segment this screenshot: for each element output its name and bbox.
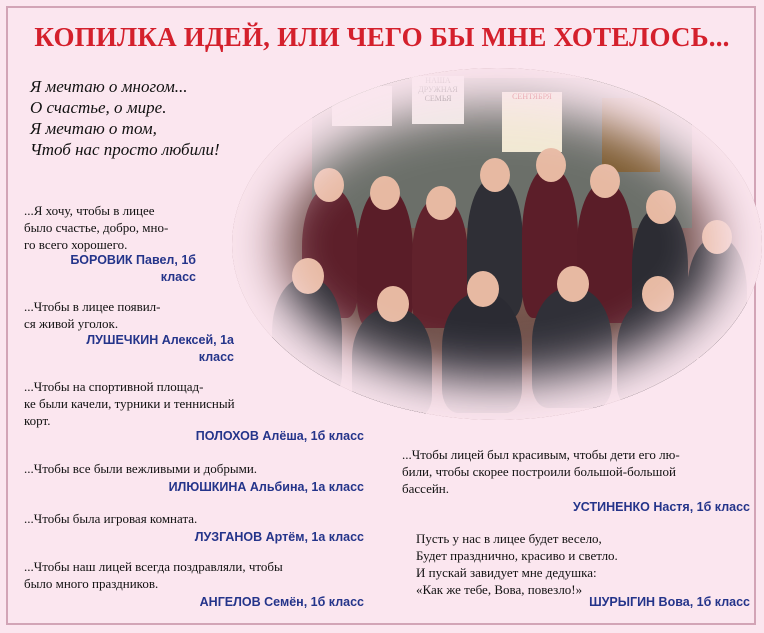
poem-line: Я мечтаю о том, [30,119,157,138]
author-name: ЛУЗГАНОВ Артём, 1а класс [194,530,364,544]
wish-block [24,558,364,592]
author-name: класс [160,270,196,284]
wish-text-line: было счастье, добро, мно- [24,220,169,235]
wish-author [24,428,364,445]
poem-line: Я мечтаю о многом... [30,77,188,96]
wish-text-line: «Как же тебе, Вова, повезло!» [416,582,583,597]
wish-text-line: ...Чтобы все были вежливыми и добрыми. [24,461,258,476]
author-name: ИЛЮШКИНА Альбина, 1а класс [168,480,364,494]
author-name: ЛУШЕЧКИН Алексей, 1а [86,333,234,347]
wish-block [24,298,214,332]
wish-block [402,446,750,497]
wish-author [24,252,196,286]
wish-author [24,332,234,366]
wish-text-line: Пусть у нас в лицее будет весело, [416,531,602,546]
photo-sign-calendar: СЕНТЯБРЯ [502,92,562,152]
poem-line: О счастье, о мире. [30,98,167,117]
author-name: УСТИНЕНКО Настя, 1б класс [573,500,750,514]
author-name: ШУРЫГИН Вова, 1б класс [589,595,750,609]
photo-vignette [232,68,762,420]
wish-text-line: го всего хорошего. [24,237,128,252]
wish-text-line: ся живой уголок. [24,316,119,331]
wish-block [416,530,750,598]
wish-text-line: ...Чтобы была игровая комната. [24,511,198,526]
wish-text-line: ...Чтобы на спортивной площад- [24,379,204,394]
wish-text-line: И пускай завидует мне дедушка: [416,565,597,580]
wish-block [24,202,204,253]
wish-text-line: ...Чтобы лицей был красивым, чтобы дети его лю- [402,447,680,462]
page-title: КОПИЛКА ИДЕЙ, ИЛИ ЧЕГО БЫ МНЕ ХОТЕЛОСЬ... [34,22,730,52]
epigraph-poem [30,76,220,160]
wish-block [24,460,364,477]
wish-text-line: ...Чтобы наш лицей всегда поздравляли, чтобы [24,559,283,574]
wish-text-line: ...Я хочу, чтобы в лицее [24,203,155,218]
author-name: ПОЛОХОВ Алёша, 1б класс [195,429,364,443]
wish-author [24,479,364,496]
wish-text-line: ...Чтобы в лицее появил- [24,299,161,314]
wish-text-line: Будет празднично, красиво и светло. [416,548,618,563]
wish-block [24,510,364,527]
wish-author [402,499,750,516]
wish-author [24,529,364,546]
author-name: АНГЕЛОВ Семён, 1б класс [199,595,364,609]
wish-author [24,594,364,611]
author-name: класс [198,350,234,364]
class-photo [232,68,762,420]
wish-author [402,594,750,611]
wish-text-line: били, чтобы скорее построили большой-большой [402,464,676,479]
photo-sign-family: НАША ДРУЖНАЯ СЕМЬЯ [412,76,464,124]
wish-text-line: корт. [24,413,51,428]
wish-text-line: было много праздников. [24,576,159,591]
wish-text-line: бассейн. [402,481,450,496]
wish-text-line: ке были качели, турники и теннисный [24,396,235,411]
poem-line: Чтоб нас просто любили! [30,140,220,159]
author-name: БОРОВИК Павел, 1б [70,253,196,267]
wish-block [24,378,296,429]
